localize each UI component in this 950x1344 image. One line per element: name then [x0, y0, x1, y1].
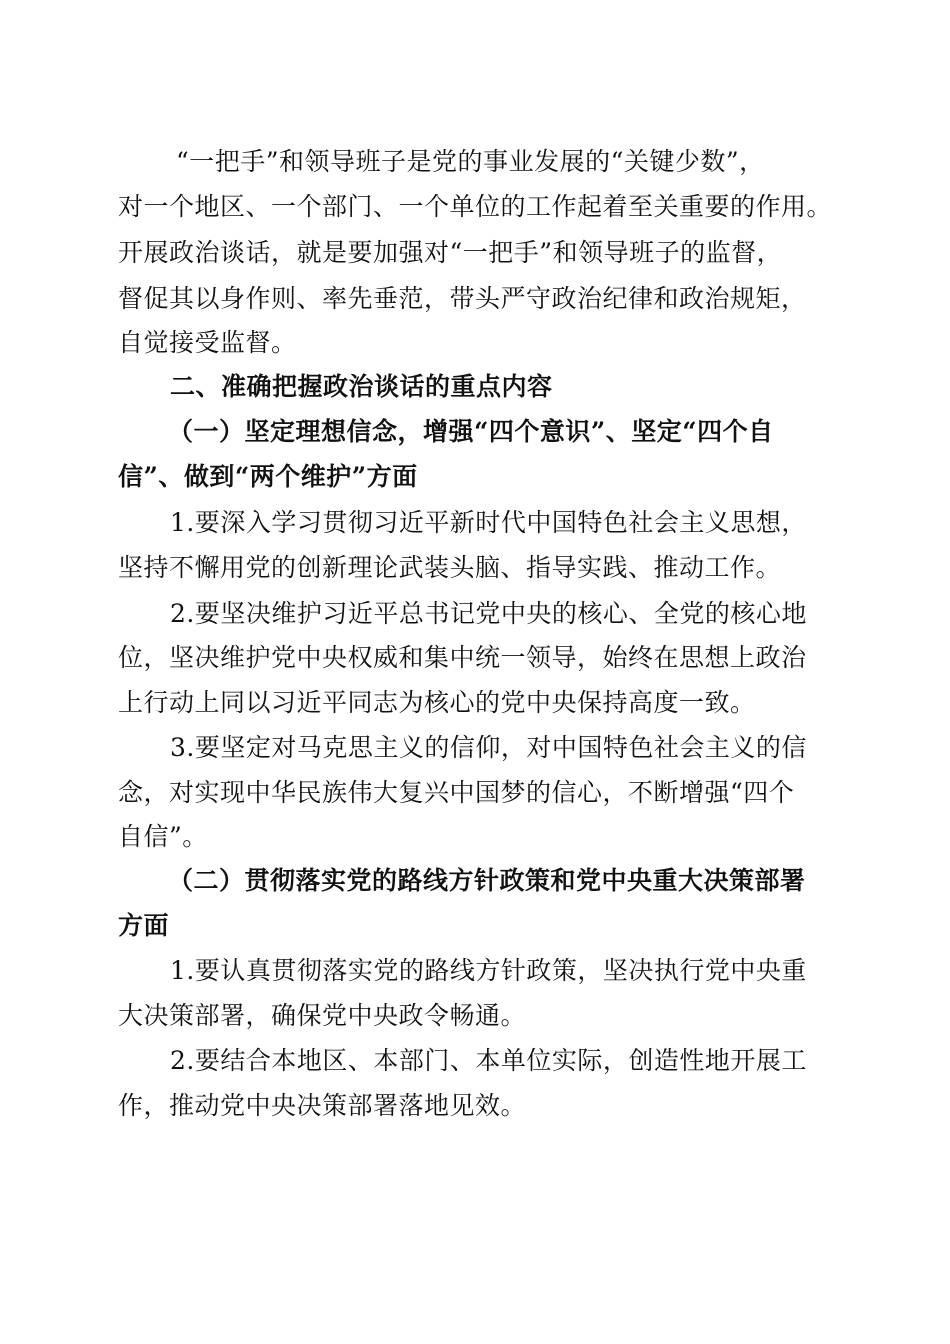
subheading-2-line-1: （二）贯彻落实党的路线方针政策和党中央重大决策部署 [168, 866, 806, 895]
item-1-1-line-2: 坚持不懈用党的创新理论武装头脑、指导实践、推动工作。 [118, 553, 782, 582]
section-heading-2: 二、准确把握政治谈话的重点内容 [170, 372, 553, 401]
item-1-2-line-1: 2.要坚决维护习近平总书记党中央的核心、全党的核心地 [170, 599, 807, 628]
item-1-2-line-3: 上行动上同以习近平同志为核心的党中央保持高度一致。 [118, 688, 756, 717]
subheading-1-line-1: （一）坚定理想信念，增强“四个意识”、坚定“四个自 [168, 417, 774, 446]
item-2-1-line-2: 大决策部署，确保党中央政令畅通。 [118, 1001, 527, 1030]
item-1-2-line-2: 位，坚决维护党中央权威和集中统一领导，始终在思想上政治 [118, 643, 807, 672]
item-2-1-line-1: 1.要认真贯彻落实党的路线方针政策，坚决执行党中央重 [170, 956, 807, 985]
item-1-3-line-3: 自信”。 [118, 822, 208, 851]
paragraph-1-line-1: “一把手”和领导班子是党的事业发展的“关键少数”， [176, 147, 765, 176]
item-2-2-line-1: 2.要结合本地区、本部门、本单位实际，创造性地开展工 [170, 1046, 807, 1075]
paragraph-1-line-4: 督促其以身作则、率先垂范，带头严守政治纪律和政治规矩， [118, 284, 807, 313]
subheading-2-line-2: 方面 [118, 911, 170, 940]
paragraph-1-line-5: 自觉接受监督。 [118, 328, 297, 357]
subheading-1-line-2: 信”、做到“两个维护”方面 [118, 462, 418, 491]
item-2-2-line-2: 作，推动党中央决策部署落地见效。 [118, 1091, 527, 1120]
item-1-3-line-2: 念，对实现中华民族伟大复兴中国梦的信心，不断增强“四个 [118, 778, 795, 807]
paragraph-1-line-3: 开展政治谈话，就是要加强对“一把手”和领导班子的监督， [118, 238, 783, 267]
item-1-1-line-1: 1.要深入学习贯彻习近平新时代中国特色社会主义思想， [170, 508, 807, 537]
paragraph-1-line-2: 对一个地区、一个部门、一个单位的工作起着至关重要的作用。 [118, 192, 833, 221]
item-1-3-line-1: 3.要坚定对马克思主义的信仰，对中国特色社会主义的信 [170, 733, 807, 762]
